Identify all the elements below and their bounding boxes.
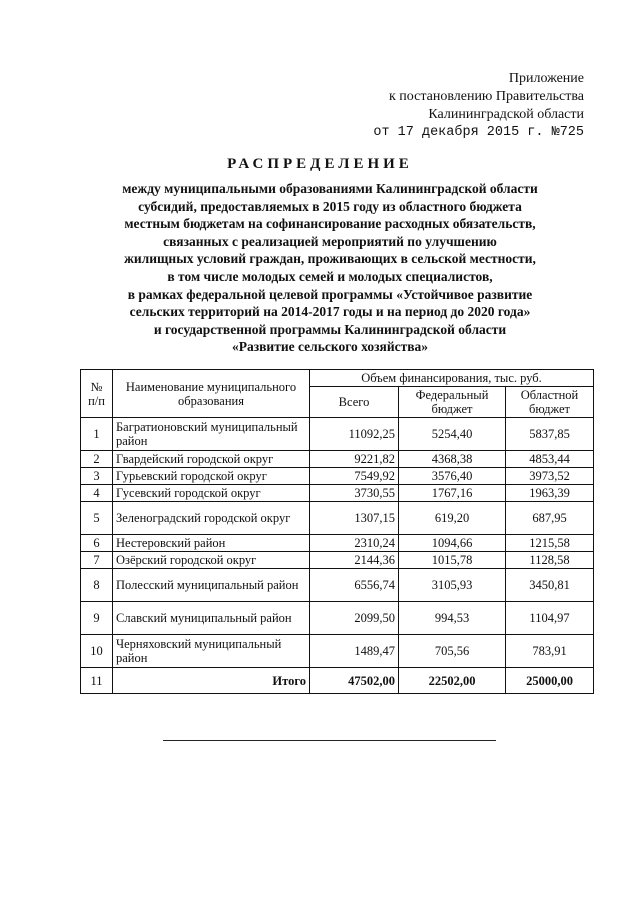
- row-num: 10: [81, 635, 113, 668]
- row-regional: 1104,97: [506, 602, 594, 635]
- row-num: 6: [81, 535, 113, 552]
- subtitle-line: в том числе молодых семей и молодых специалистов,: [167, 268, 493, 284]
- row-federal: 3576,40: [399, 468, 506, 485]
- row-federal: 3105,93: [399, 569, 506, 602]
- row-federal: 4368,38: [399, 451, 506, 468]
- row-total: 2099,50: [310, 602, 399, 635]
- table-row: [81, 552, 594, 569]
- table-row: [81, 635, 594, 668]
- row-regional: 1215,58: [506, 535, 594, 552]
- row-name: Гусевский городской округ: [113, 485, 310, 502]
- row-total: 1307,15: [310, 502, 399, 535]
- subtitle-line: связанных с реализацией мероприятий по улучшению: [163, 233, 497, 249]
- row-regional: 4853,44: [506, 451, 594, 468]
- row-num: 8: [81, 569, 113, 602]
- appendix-line: к постановлению Правительства: [388, 89, 584, 104]
- subtitle-line: местным бюджетам на софинансирование расходных обязательств,: [124, 216, 536, 232]
- appendix-line: Приложение: [508, 71, 584, 86]
- end-rule: [163, 740, 496, 741]
- row-federal: 1015,78: [399, 552, 506, 569]
- row-num: 1: [81, 418, 113, 451]
- total-num: 11: [81, 668, 113, 694]
- header-funding: Объем финансирования, тыс. руб.: [310, 370, 594, 387]
- row-regional: 3973,52: [506, 468, 594, 485]
- table-row: [81, 602, 594, 635]
- appendix-block: [373, 70, 584, 142]
- table-row: [81, 569, 594, 602]
- table-row: [81, 535, 594, 552]
- row-total: 7549,92: [310, 468, 399, 485]
- row-total: 6556,74: [310, 569, 399, 602]
- row-regional: 687,95: [506, 502, 594, 535]
- document-subtitle: [90, 180, 570, 356]
- row-total: 3730,55: [310, 485, 399, 502]
- appendix-line: Калининградской области: [428, 107, 584, 122]
- appendix-date: от 17 декабря 2015 г. №725: [373, 125, 584, 140]
- row-name: Гурьевский городской округ: [113, 468, 310, 485]
- total-regional: 25000,00: [506, 668, 594, 694]
- total-label: Итого: [113, 668, 310, 694]
- subtitle-line: в рамках федеральной целевой программы «Устойчивое развитие: [127, 286, 533, 302]
- row-federal: 619,20: [399, 502, 506, 535]
- funding-table: [80, 369, 594, 694]
- total-sum: 47502,00: [310, 668, 399, 694]
- subtitle-line: жилищных условий граждан, проживающих в сельской местности,: [124, 251, 536, 267]
- row-name: Багратионовский муниципальный район: [113, 418, 310, 451]
- subtitle-line: субсидий, предоставляемых в 2015 году из областного бюджета: [138, 198, 522, 214]
- subtitle-line: сельских территорий на 2014-2017 годы и на период до 2020 года»: [129, 304, 531, 320]
- row-regional: 5837,85: [506, 418, 594, 451]
- table-header-row: [81, 370, 594, 387]
- subtitle-line: «Развитие сельского хозяйства»: [231, 339, 429, 355]
- row-num: 2: [81, 451, 113, 468]
- header-num: № п/п: [81, 370, 113, 418]
- row-federal: 5254,40: [399, 418, 506, 451]
- table-row: [81, 485, 594, 502]
- row-name: Озёрский городской округ: [113, 552, 310, 569]
- table-row: [81, 418, 594, 451]
- subtitle-line: между муниципальными образованиями Калининградской области: [122, 181, 538, 196]
- row-name: Полесский муниципальный район: [113, 569, 310, 602]
- row-num: 4: [81, 485, 113, 502]
- document-heading: РАСПРЕДЕЛЕНИЕ: [227, 156, 413, 172]
- row-total: 11092,25: [310, 418, 399, 451]
- row-regional: 783,91: [506, 635, 594, 668]
- row-regional: 3450,81: [506, 569, 594, 602]
- header-federal: Федеральный бюджет: [399, 387, 506, 418]
- header-total: Всего: [310, 387, 399, 418]
- subtitle-line: и государственной программы Калининградской области: [153, 321, 507, 337]
- row-federal: 1094,66: [399, 535, 506, 552]
- table-row: [81, 502, 594, 535]
- row-name: Зеленоградский городской округ: [113, 502, 310, 535]
- row-federal: 994,53: [399, 602, 506, 635]
- row-regional: 1963,39: [506, 485, 594, 502]
- row-total: 9221,82: [310, 451, 399, 468]
- row-name: Нестеровский район: [113, 535, 310, 552]
- row-num: 3: [81, 468, 113, 485]
- row-name: Черняховский муниципальный район: [113, 635, 310, 668]
- table-row: [81, 468, 594, 485]
- row-num: 7: [81, 552, 113, 569]
- row-federal: 705,56: [399, 635, 506, 668]
- row-num: 9: [81, 602, 113, 635]
- row-regional: 1128,58: [506, 552, 594, 569]
- header-regional: Областной бюджет: [506, 387, 594, 418]
- row-name: Славский муниципальный район: [113, 602, 310, 635]
- row-total: 2310,24: [310, 535, 399, 552]
- row-federal: 1767,16: [399, 485, 506, 502]
- row-name: Гвардейский городской округ: [113, 451, 310, 468]
- row-total: 2144,36: [310, 552, 399, 569]
- header-name: Наименование муниципального образования: [113, 370, 310, 418]
- total-federal: 22502,00: [399, 668, 506, 694]
- row-total: 1489,47: [310, 635, 399, 668]
- total-row: [81, 668, 594, 694]
- table-row: [81, 451, 594, 468]
- row-num: 5: [81, 502, 113, 535]
